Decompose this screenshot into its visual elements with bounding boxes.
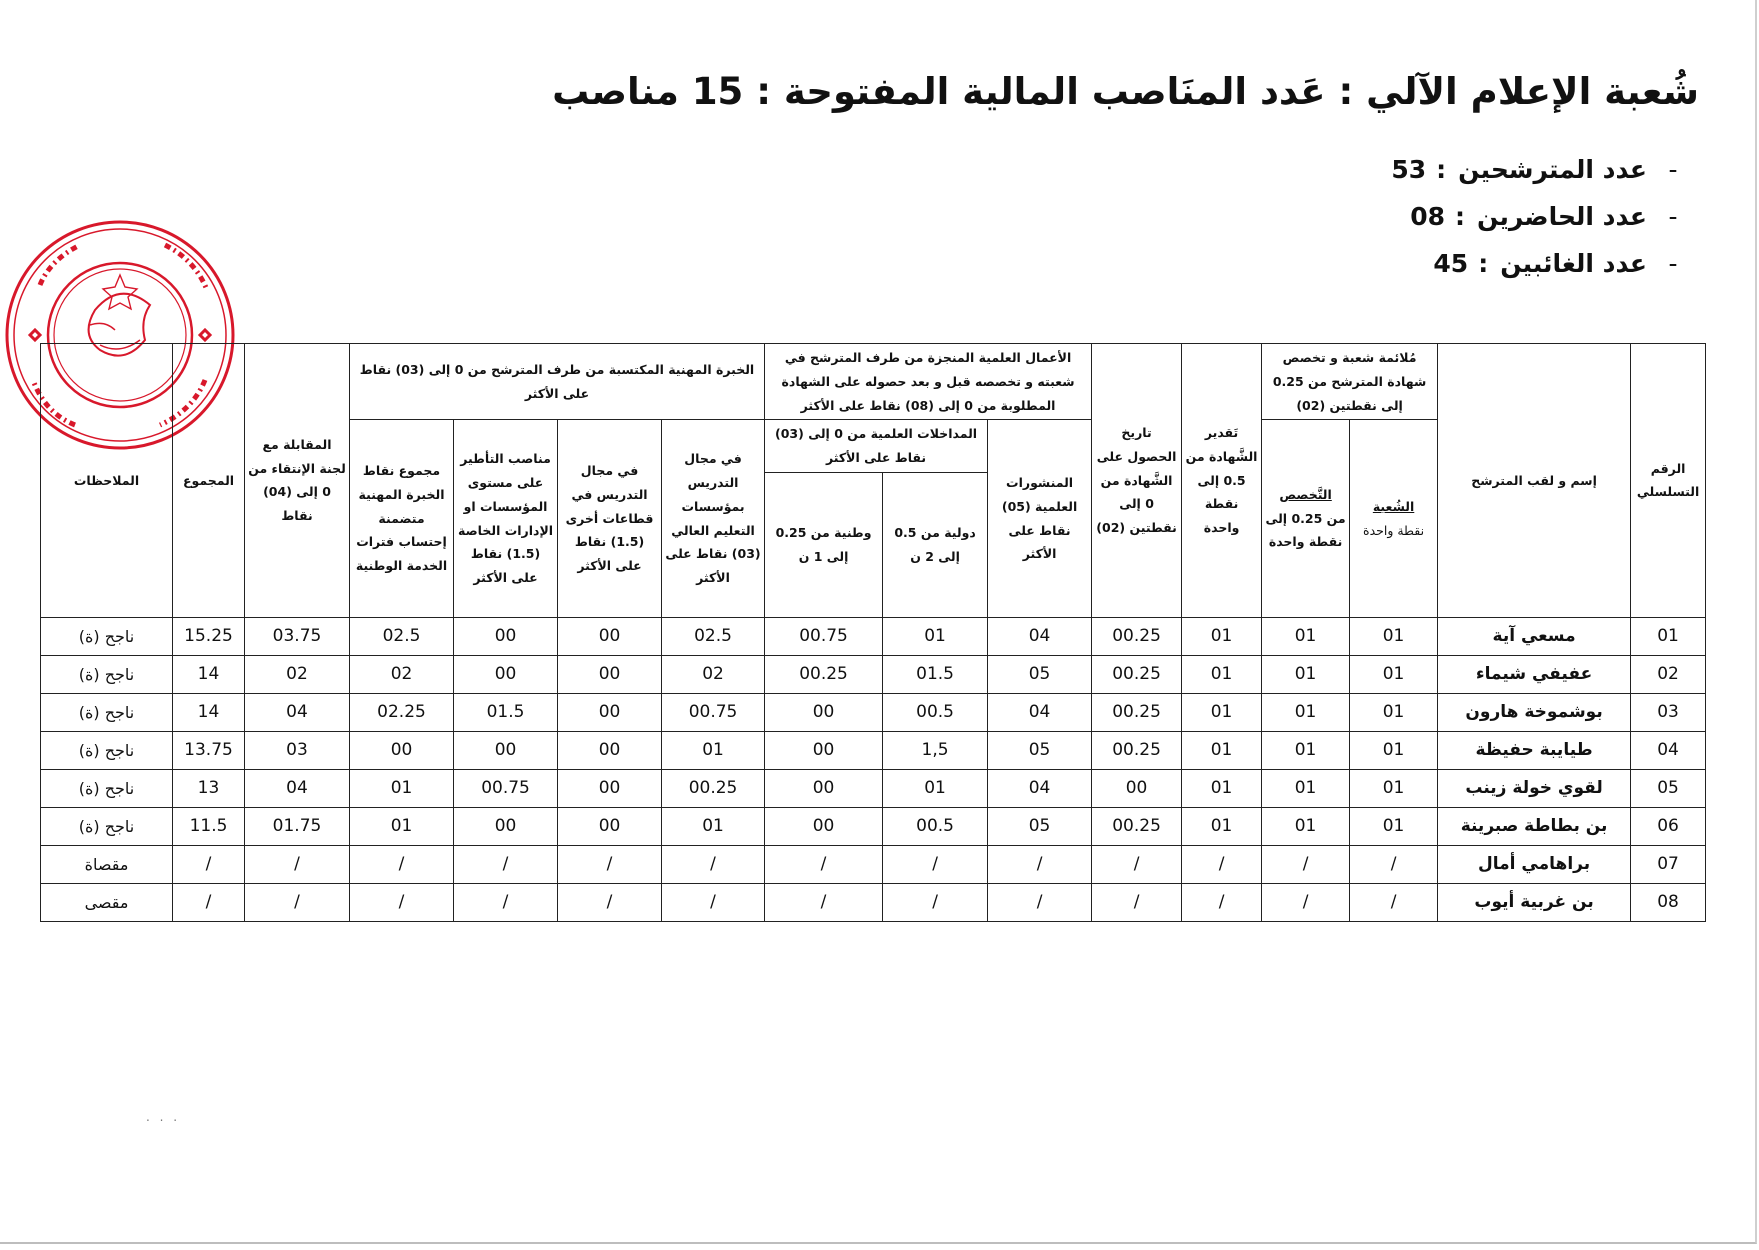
table-row bbox=[41, 883, 1706, 921]
cell-name: بوشموخة هارون bbox=[1438, 693, 1631, 731]
cell-exp-other: 00 bbox=[558, 617, 662, 655]
cell-name: بن غربية أيوب bbox=[1438, 883, 1631, 921]
cell-total: 13 bbox=[173, 769, 245, 807]
stat-item bbox=[1391, 193, 1699, 240]
cell-exp-other: / bbox=[558, 845, 662, 883]
header-exp-supervision: مناصب التأطير على مستوى المؤسسات او الإدارات الخاصة (1.5) نقاط على الأكثر bbox=[454, 420, 558, 618]
cell-branch: 01 bbox=[1350, 769, 1438, 807]
cell-interview: 03.75 bbox=[245, 617, 350, 655]
cell-spec: 01 bbox=[1262, 769, 1350, 807]
header-row-1 bbox=[41, 344, 1706, 420]
cell-spec: / bbox=[1262, 845, 1350, 883]
cell-intl: 01 bbox=[883, 769, 988, 807]
cell-intl: 00.5 bbox=[883, 807, 988, 845]
cell-exp-he: 00.75 bbox=[662, 693, 765, 731]
header-fit-branch-title: الشُعبة bbox=[1372, 498, 1415, 514]
cell-exp-he: / bbox=[662, 845, 765, 883]
cell-total: 11.5 bbox=[173, 807, 245, 845]
cell-natl: 00.25 bbox=[765, 655, 883, 693]
cell-natl: 00 bbox=[765, 769, 883, 807]
cell-interview: 04 bbox=[245, 693, 350, 731]
cell-date: / bbox=[1092, 845, 1182, 883]
cell-branch: / bbox=[1350, 883, 1438, 921]
cell-exp-he: 02.5 bbox=[662, 617, 765, 655]
table-row bbox=[41, 769, 1706, 807]
header-interview: المقابلة مع لجنة الإنتقاء من 0 إلى (04) نقاط bbox=[245, 344, 350, 618]
cell-intl: 1,5 bbox=[883, 731, 988, 769]
table-row bbox=[41, 617, 1706, 655]
cell-pubs: 04 bbox=[988, 769, 1092, 807]
cell-total: 14 bbox=[173, 655, 245, 693]
cell-interview: / bbox=[245, 883, 350, 921]
header-exp-total: مجموع نقاط الخبرة المهنية متضمنة إحتساب فترات الخدمة الوطنية bbox=[350, 420, 454, 618]
cell-note: مقصاة bbox=[41, 845, 173, 883]
bullet-dash: - bbox=[1668, 202, 1678, 231]
cell-intl: / bbox=[883, 845, 988, 883]
cell-exp-total: 02.25 bbox=[350, 693, 454, 731]
stat-label: عدد الحاضرين bbox=[1476, 202, 1647, 231]
header-exp-higher-ed: في مجال التدريس بمؤسسات التعليم العالي (03) نقاط على الأكثر bbox=[662, 420, 765, 618]
cell-pubs: / bbox=[988, 845, 1092, 883]
cell-grade: 01 bbox=[1182, 693, 1262, 731]
header-international: دولية من 0.5 إلى 2 ن bbox=[883, 472, 988, 617]
cell-exp-total: / bbox=[350, 883, 454, 921]
cell-exp-sup: 00 bbox=[454, 655, 558, 693]
cell-branch: 01 bbox=[1350, 617, 1438, 655]
cell-name: براهامي أمال bbox=[1438, 845, 1631, 883]
cell-interview: 04 bbox=[245, 769, 350, 807]
cell-intl: 00.5 bbox=[883, 693, 988, 731]
cell-pubs: 05 bbox=[988, 655, 1092, 693]
cell-spec: 01 bbox=[1262, 731, 1350, 769]
cell-grade: 01 bbox=[1182, 807, 1262, 845]
stat-label: عدد الغائبين bbox=[1500, 249, 1647, 278]
cell-interview: 03 bbox=[245, 731, 350, 769]
cell-serial: 04 bbox=[1631, 731, 1706, 769]
cell-exp-sup: 00 bbox=[454, 807, 558, 845]
cell-pubs: 04 bbox=[988, 693, 1092, 731]
stat-value: 08 bbox=[1410, 202, 1445, 231]
cell-branch: 01 bbox=[1350, 693, 1438, 731]
header-serial: الرقم التسلسلي bbox=[1631, 344, 1706, 618]
cell-interview: 02 bbox=[245, 655, 350, 693]
header-fit-branch-sub: نقطة واحدة bbox=[1363, 522, 1425, 538]
cell-exp-sup: 00 bbox=[454, 617, 558, 655]
cell-grade: / bbox=[1182, 845, 1262, 883]
header-interventions-group: المداخلات العلمية من 0 إلى (03) نقاط على الأكثر bbox=[765, 420, 988, 473]
cell-note: ناجح (ة) bbox=[41, 655, 173, 693]
table-row bbox=[41, 845, 1706, 883]
cell-exp-other: 00 bbox=[558, 655, 662, 693]
cell-name: طيايبة حفيظة bbox=[1438, 731, 1631, 769]
cell-total: / bbox=[173, 845, 245, 883]
cell-exp-other: 00 bbox=[558, 769, 662, 807]
header-scientific-group: الأعمال العلمية المنجزة من طرف المترشح في شعبته و تخصصه قبل و بعد حصوله على الشهادة المطلوبة من 0 إلى (08) نقاط على الأكثر bbox=[765, 344, 1092, 420]
header-publications: المنشورات العلمية (05) نقاط على الأكثر bbox=[988, 420, 1092, 618]
cell-grade: 01 bbox=[1182, 769, 1262, 807]
bullet-dash: - bbox=[1668, 155, 1678, 184]
page-title: شُعبة الإعلام الآلي : عَدد المنَاصب المالية المفتوحة : 15 مناصب bbox=[552, 70, 1699, 113]
stat-colon: : bbox=[1436, 155, 1447, 184]
cell-exp-total: 01 bbox=[350, 807, 454, 845]
cell-intl: 01 bbox=[883, 617, 988, 655]
cell-exp-other: 00 bbox=[558, 693, 662, 731]
stat-value: 45 bbox=[1433, 249, 1469, 278]
header-diploma-date: تاريخ الحصول على الشَّهادة من 0 إلى نقطتين (02) bbox=[1092, 344, 1182, 618]
cell-exp-other: 00 bbox=[558, 807, 662, 845]
table-row bbox=[41, 693, 1706, 731]
cell-natl: / bbox=[765, 883, 883, 921]
cell-natl: 00 bbox=[765, 693, 883, 731]
cell-grade: 01 bbox=[1182, 731, 1262, 769]
cell-spec: 01 bbox=[1262, 617, 1350, 655]
cell-spec: / bbox=[1262, 883, 1350, 921]
cell-pubs: 04 bbox=[988, 617, 1092, 655]
cell-natl: 00 bbox=[765, 807, 883, 845]
cell-spec: 01 bbox=[1262, 807, 1350, 845]
cell-total: 13.75 bbox=[173, 731, 245, 769]
header-experience-group: الخبرة المهنية المكتسبة من طرف المترشح من 0 إلى (03) نقاط على الأكثر bbox=[350, 344, 765, 420]
cell-natl: 00.75 bbox=[765, 617, 883, 655]
cell-grade: / bbox=[1182, 883, 1262, 921]
cell-exp-total: 01 bbox=[350, 769, 454, 807]
stat-item bbox=[1391, 240, 1699, 287]
table-row bbox=[41, 807, 1706, 845]
header-fit-spec-sub: من 0.25 إلى نقطة واحدة bbox=[1265, 510, 1346, 550]
cell-date: 00.25 bbox=[1092, 617, 1182, 655]
table-row bbox=[41, 655, 1706, 693]
cell-exp-other: 00 bbox=[558, 731, 662, 769]
cell-exp-he: 01 bbox=[662, 807, 765, 845]
cell-grade: 01 bbox=[1182, 617, 1262, 655]
cell-exp-he: 02 bbox=[662, 655, 765, 693]
cell-spec: 01 bbox=[1262, 655, 1350, 693]
cell-note: ناجح (ة) bbox=[41, 769, 173, 807]
cell-pubs: 05 bbox=[988, 731, 1092, 769]
header-national: وطنية من 0.25 إلى 1 ن bbox=[765, 472, 883, 617]
cell-note: ناجح (ة) bbox=[41, 807, 173, 845]
cell-serial: 06 bbox=[1631, 807, 1706, 845]
cell-serial: 07 bbox=[1631, 845, 1706, 883]
cell-name: لقوي خولة زينب bbox=[1438, 769, 1631, 807]
cell-natl: 00 bbox=[765, 731, 883, 769]
header-fit-group: مُلائمة شعبة و تخصص شهادة المترشح من 0.25 إلى نقطتين (02) bbox=[1262, 344, 1438, 420]
cell-interview: / bbox=[245, 845, 350, 883]
cell-total: 14 bbox=[173, 693, 245, 731]
cell-serial: 02 bbox=[1631, 655, 1706, 693]
cell-date: / bbox=[1092, 883, 1182, 921]
header-fit-branch bbox=[1350, 420, 1438, 618]
header-total: المجموع bbox=[173, 344, 245, 618]
header-exp-other-sectors: في مجال التدريس في قطاعات أخرى (1.5) نقاط على الأكثر bbox=[558, 420, 662, 618]
header-diploma-grade: تَقدير الشَّهادة من 0.5 إلى نقطة واحدة bbox=[1182, 344, 1262, 618]
cell-exp-total: / bbox=[350, 845, 454, 883]
cell-note: مقصى bbox=[41, 883, 173, 921]
cell-exp-other: / bbox=[558, 883, 662, 921]
cell-pubs: / bbox=[988, 883, 1092, 921]
cell-name: مسعي آية bbox=[1438, 617, 1631, 655]
cell-exp-sup: 00.75 bbox=[454, 769, 558, 807]
cell-date: 00.25 bbox=[1092, 807, 1182, 845]
cell-natl: / bbox=[765, 845, 883, 883]
cell-exp-sup: 01.5 bbox=[454, 693, 558, 731]
stats-list bbox=[1391, 146, 1699, 287]
cell-intl: 01.5 bbox=[883, 655, 988, 693]
cell-branch: 01 bbox=[1350, 655, 1438, 693]
cell-branch: / bbox=[1350, 845, 1438, 883]
bullet-dash: - bbox=[1668, 249, 1678, 278]
cell-total: 15.25 bbox=[173, 617, 245, 655]
cell-name: عفيفي شيماء bbox=[1438, 655, 1631, 693]
table-row bbox=[41, 731, 1706, 769]
header-notes: الملاحظات bbox=[41, 344, 173, 618]
cell-exp-total: 02 bbox=[350, 655, 454, 693]
cell-exp-total: 00 bbox=[350, 731, 454, 769]
cell-exp-total: 02.5 bbox=[350, 617, 454, 655]
cell-serial: 08 bbox=[1631, 883, 1706, 921]
cell-pubs: 05 bbox=[988, 807, 1092, 845]
cell-exp-he: / bbox=[662, 883, 765, 921]
cell-grade: 01 bbox=[1182, 655, 1262, 693]
stat-colon: : bbox=[1478, 249, 1489, 278]
header-fit-spec bbox=[1262, 420, 1350, 618]
cell-branch: 01 bbox=[1350, 807, 1438, 845]
cell-date: 00.25 bbox=[1092, 731, 1182, 769]
stat-colon: : bbox=[1454, 202, 1465, 231]
cell-total: / bbox=[173, 883, 245, 921]
cell-serial: 03 bbox=[1631, 693, 1706, 731]
cell-note: ناجح (ة) bbox=[41, 617, 173, 655]
cell-exp-he: 00.25 bbox=[662, 769, 765, 807]
cell-note: ناجح (ة) bbox=[41, 693, 173, 731]
cell-exp-he: 01 bbox=[662, 731, 765, 769]
cell-date: 00.25 bbox=[1092, 655, 1182, 693]
results-table bbox=[40, 343, 1706, 922]
cell-date: 00.25 bbox=[1092, 693, 1182, 731]
cell-spec: 01 bbox=[1262, 693, 1350, 731]
cell-branch: 01 bbox=[1350, 731, 1438, 769]
cell-exp-sup: / bbox=[454, 883, 558, 921]
cell-exp-sup: / bbox=[454, 845, 558, 883]
cell-serial: 01 bbox=[1631, 617, 1706, 655]
stat-label: عدد المترشحين bbox=[1458, 155, 1647, 184]
header-name: إسم و لقب المترشح bbox=[1438, 344, 1631, 618]
cell-exp-sup: 00 bbox=[454, 731, 558, 769]
stat-value: 53 bbox=[1391, 155, 1427, 184]
stat-item bbox=[1391, 146, 1699, 193]
cell-intl: / bbox=[883, 883, 988, 921]
cell-note: ناجح (ة) bbox=[41, 731, 173, 769]
footer-marks: . . . bbox=[146, 1110, 181, 1124]
cell-date: 00 bbox=[1092, 769, 1182, 807]
cell-name: بن بطاطة صبرينة bbox=[1438, 807, 1631, 845]
cell-interview: 01.75 bbox=[245, 807, 350, 845]
cell-serial: 05 bbox=[1631, 769, 1706, 807]
header-fit-spec-title: التَّخصص bbox=[1279, 486, 1332, 502]
